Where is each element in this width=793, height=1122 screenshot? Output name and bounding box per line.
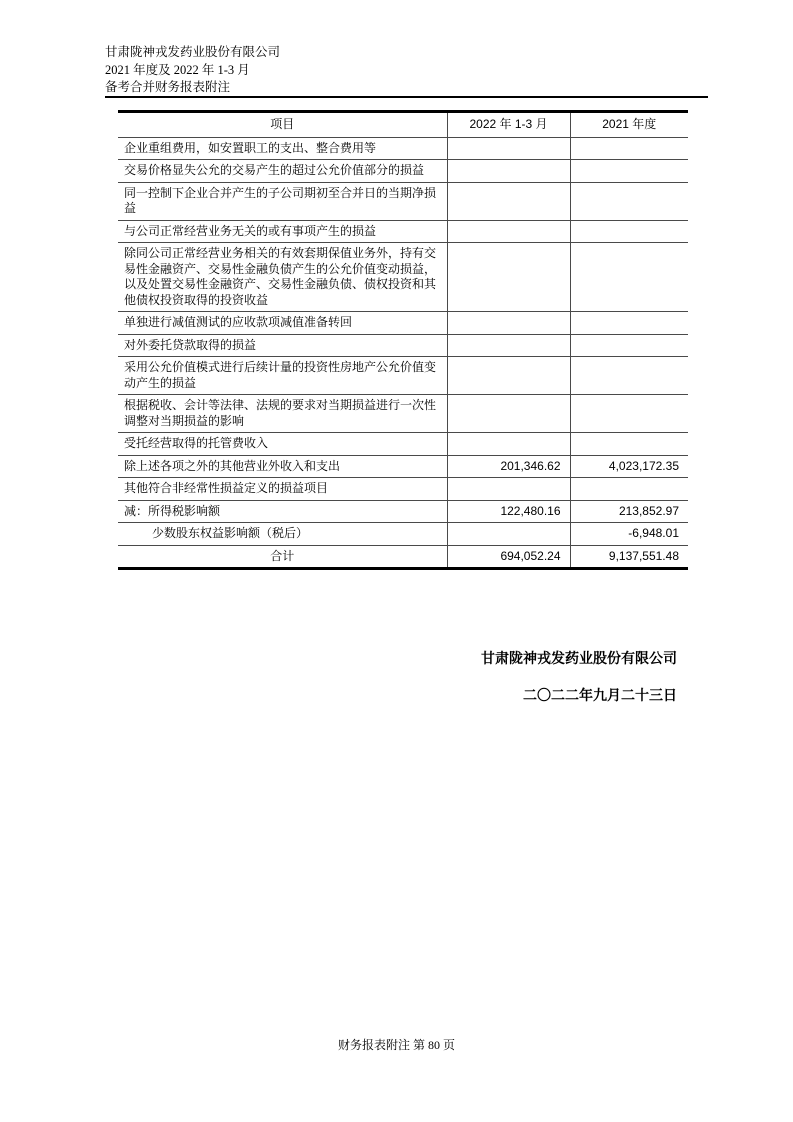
value-cell-2021 <box>570 182 688 220</box>
item-cell: 交易价格显失公允的交易产生的超过公允价值部分的损益 <box>118 160 447 183</box>
item-cell: 采用公允价值模式进行后续计量的投资性房地产公允价值变动产生的损益 <box>118 357 447 395</box>
col-header-2021: 2021 年度 <box>570 112 688 138</box>
col-header-item: 项目 <box>270 117 295 131</box>
table-body <box>118 137 688 569</box>
value-cell-2022 <box>447 312 570 335</box>
item-cell: 其他符合非经常性损益定义的损益项目 <box>118 478 447 501</box>
table-row <box>118 523 688 546</box>
value-cell-2021 <box>570 312 688 335</box>
value-cell-2021: -6,948.01 <box>570 523 688 546</box>
value-cell-2021 <box>570 160 688 183</box>
item-cell: 对外委托贷款取得的损益 <box>118 334 447 357</box>
value-cell-2022 <box>447 220 570 243</box>
table-row <box>118 312 688 335</box>
value-cell-2021 <box>570 395 688 433</box>
table-row <box>118 545 688 569</box>
letterhead-rule <box>105 96 708 98</box>
letterhead-company: 甘肃陇神戎发药业股份有限公司 <box>105 45 281 59</box>
value-cell-2022: 122,480.16 <box>447 500 570 523</box>
table-row <box>118 433 688 456</box>
item-cell: 与公司正常经营业务无关的或有事项产生的损益 <box>118 220 447 243</box>
letterhead <box>105 44 280 97</box>
signature-date: 二〇二二年九月二十三日 <box>523 689 677 704</box>
value-cell-2022 <box>447 433 570 456</box>
table-row <box>118 455 688 478</box>
value-cell-2021: 4,023,172.35 <box>570 455 688 478</box>
table-row <box>118 137 688 160</box>
item-cell: 根据税收、会计等法律、法规的要求对当期损益进行一次性调整对当期损益的影响 <box>118 395 447 433</box>
value-cell-2021 <box>570 334 688 357</box>
table-row <box>118 160 688 183</box>
value-cell-2021 <box>570 357 688 395</box>
value-cell-2022 <box>447 160 570 183</box>
value-cell-2021: 9,137,551.48 <box>570 545 688 569</box>
letterhead-doc-title: 备考合并财务报表附注 <box>105 80 231 94</box>
table-row <box>118 500 688 523</box>
col-header-2022: 2022 年 1-3 月 <box>447 112 570 138</box>
item-cell: 合计 <box>118 545 447 569</box>
value-cell-2022 <box>447 137 570 160</box>
page-footer: 财务报表附注 第 80 页 <box>337 1038 455 1052</box>
item-cell: 除同公司正常经营业务相关的有效套期保值业务外，持有交易性金融资产、交易性金融负债产生的公允价值变动损益，以及处置交易性金融资产、交易性金融负债、债权投资和其他债权投资取得的投资收益 <box>118 243 447 312</box>
item-cell: 减：所得税影响额 <box>118 500 447 523</box>
value-cell-2021: 213,852.97 <box>570 500 688 523</box>
value-cell-2021 <box>570 478 688 501</box>
table-row <box>118 220 688 243</box>
table-row <box>118 395 688 433</box>
table-row <box>118 334 688 357</box>
value-cell-2022 <box>447 243 570 312</box>
value-cell-2021 <box>570 433 688 456</box>
table-row <box>118 357 688 395</box>
item-cell: 少数股东权益影响额（税后） <box>118 523 447 546</box>
table-row <box>118 182 688 220</box>
table-row <box>118 243 688 312</box>
signature-block <box>481 650 677 707</box>
table-row <box>118 478 688 501</box>
table-header-row <box>118 112 688 138</box>
value-cell-2021 <box>570 137 688 160</box>
non-recurring-items-table <box>118 110 688 570</box>
value-cell-2021 <box>570 220 688 243</box>
signature-company: 甘肃陇神戎发药业股份有限公司 <box>481 652 677 667</box>
value-cell-2022 <box>447 523 570 546</box>
item-cell: 同一控制下企业合并产生的子公司期初至合并日的当期净损益 <box>118 182 447 220</box>
value-cell-2022 <box>447 395 570 433</box>
value-cell-2021 <box>570 243 688 312</box>
value-cell-2022: 201,346.62 <box>447 455 570 478</box>
item-cell: 单独进行减值测试的应收款项减值准备转回 <box>118 312 447 335</box>
item-cell: 除上述各项之外的其他营业外收入和支出 <box>118 455 447 478</box>
letterhead-period: 2021 年度及 2022 年 1-3 月 <box>105 62 250 77</box>
value-cell-2022: 694,052.24 <box>447 545 570 569</box>
item-cell: 受托经营取得的托管费收入 <box>118 433 447 456</box>
value-cell-2022 <box>447 478 570 501</box>
value-cell-2022 <box>447 357 570 395</box>
item-cell: 企业重组费用，如安置职工的支出、整合费用等 <box>118 137 447 160</box>
value-cell-2022 <box>447 182 570 220</box>
value-cell-2022 <box>447 334 570 357</box>
